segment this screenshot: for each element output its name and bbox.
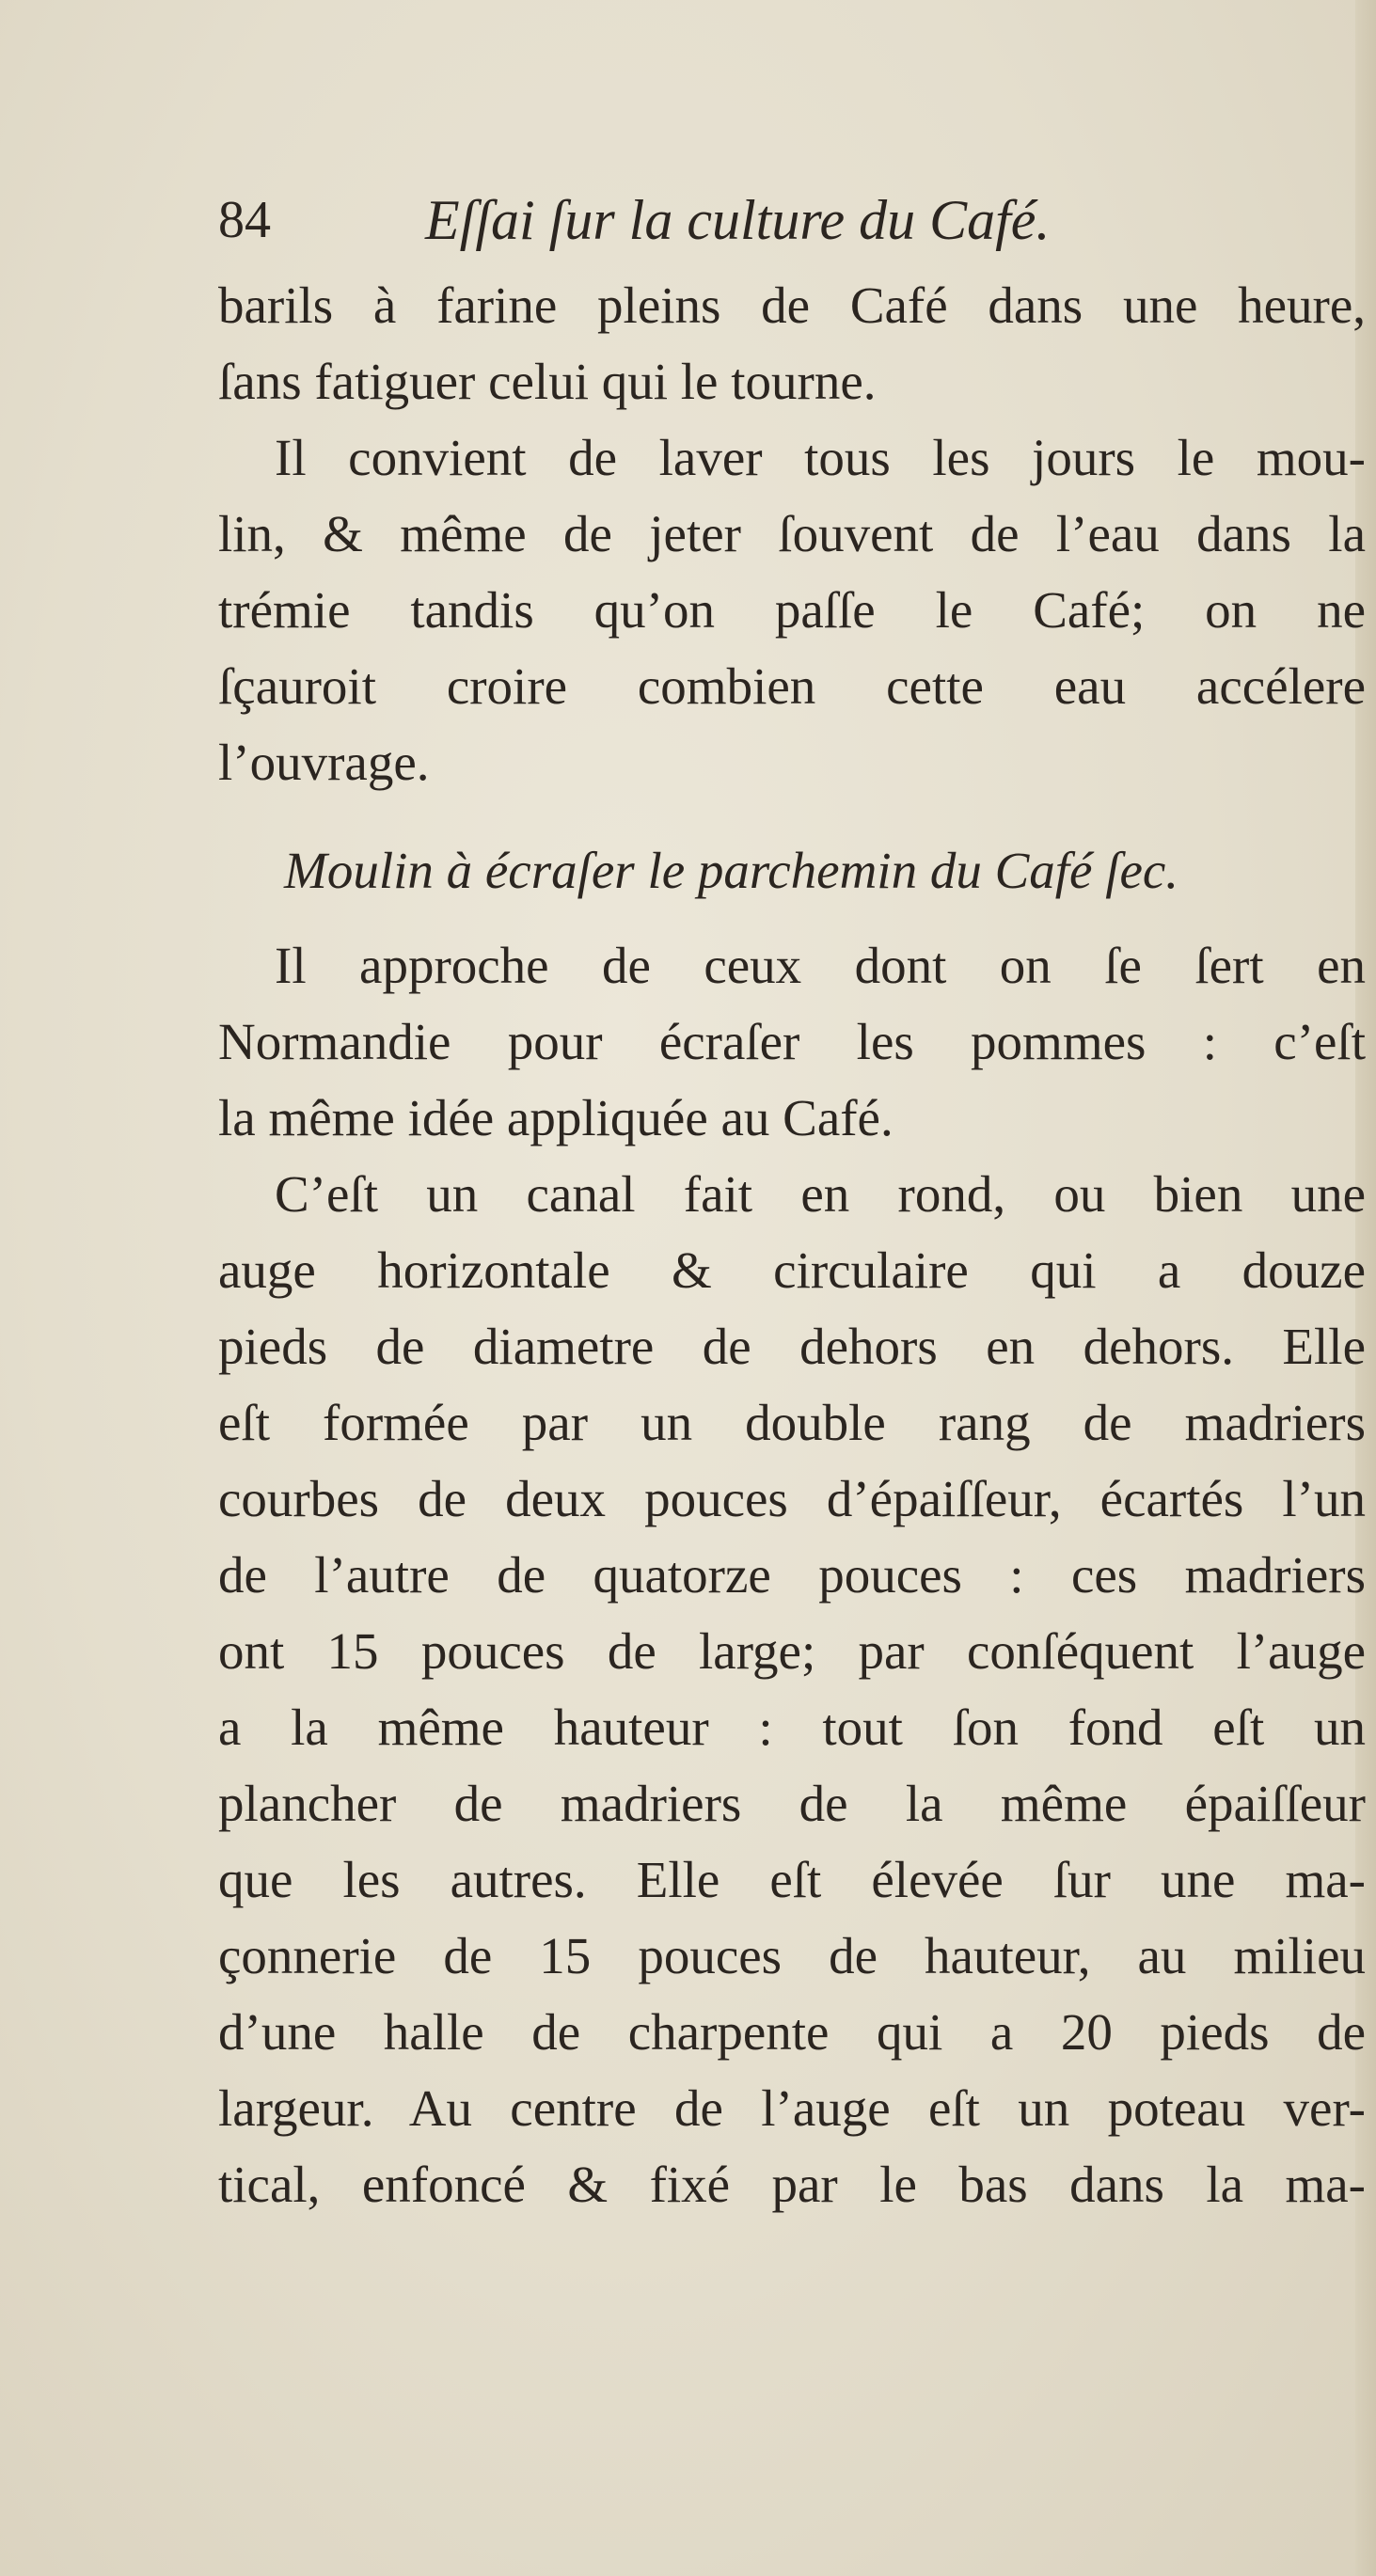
text-line: tical, enfoncé & fixé par le bas dans la ma- (218, 2156, 1366, 2213)
text-line: lin, & même de jeter ſouvent de l’eau dans la (218, 505, 1366, 562)
page-number: 84 (218, 191, 271, 249)
text-line: Normandie pour écraſer les pommes : c’eſt (218, 1013, 1366, 1070)
text-line: d’une halle de charpente qui a 20 pieds de (218, 2003, 1366, 2061)
text-line: que les autres. Elle eſt élevée ſur une ma- (218, 1851, 1366, 1908)
text-line: plancher de madriers de la même épaiſſeur (218, 1775, 1366, 1832)
text-line: C’eſt un canal fait en rond, ou bien une (275, 1165, 1366, 1223)
text-line: Il approche de ceux dont on ſe ſert en (275, 937, 1366, 994)
text-line: trémie tandis qu’on paſſe le Café; on ne (218, 581, 1366, 639)
text-line: a la même hauteur : tout ſon fond eſt un (218, 1699, 1366, 1756)
text-line: largeur. Au centre de l’auge eſt un poteau ver- (218, 2079, 1366, 2137)
text-line: eſt formée par un double rang de madriers (218, 1394, 1366, 1451)
text-line: la même idée appliquée au Café. (218, 1089, 894, 1146)
paragraph-continued (218, 267, 1366, 419)
text-line: pieds de diametre de dehors en dehors. Elle (218, 1318, 1366, 1375)
text-line: çonnerie de 15 pouces de hauteur, au milieu (218, 1927, 1366, 1984)
text-line: Il convient de laver tous les jours le mou- (275, 429, 1366, 486)
section-heading: Moulin à écraſer le parchemin du Café ſec. (284, 842, 1179, 899)
paragraph-canal-description (218, 1156, 1366, 2222)
paragraph-normandy (218, 927, 1366, 1156)
text-line: auge horizontale & circulaire qui a douze (218, 1241, 1366, 1299)
text-line: ſans fatiguer celui qui le tourne. (218, 353, 877, 410)
text-line: barils à farine pleins de Café dans une heure, (218, 277, 1366, 334)
paragraph-washing-mill (218, 419, 1366, 800)
text-line: ont 15 pouces de large; par conſéquent l’auge (218, 1622, 1366, 1680)
page-text-block (218, 188, 1366, 2222)
text-line: de l’autre de quatorze pouces : ces madriers (218, 1546, 1366, 1604)
text-line: l’ouvrage. (218, 734, 430, 791)
text-line: ſçauroit croire combien cette eau accélere (218, 657, 1366, 715)
page-header (218, 188, 1366, 267)
running-title: Eſſai ſur la culture du Café. (425, 189, 1051, 251)
text-line: courbes de deux pouces d’épaiſſeur, écartés l’un (218, 1470, 1366, 1527)
